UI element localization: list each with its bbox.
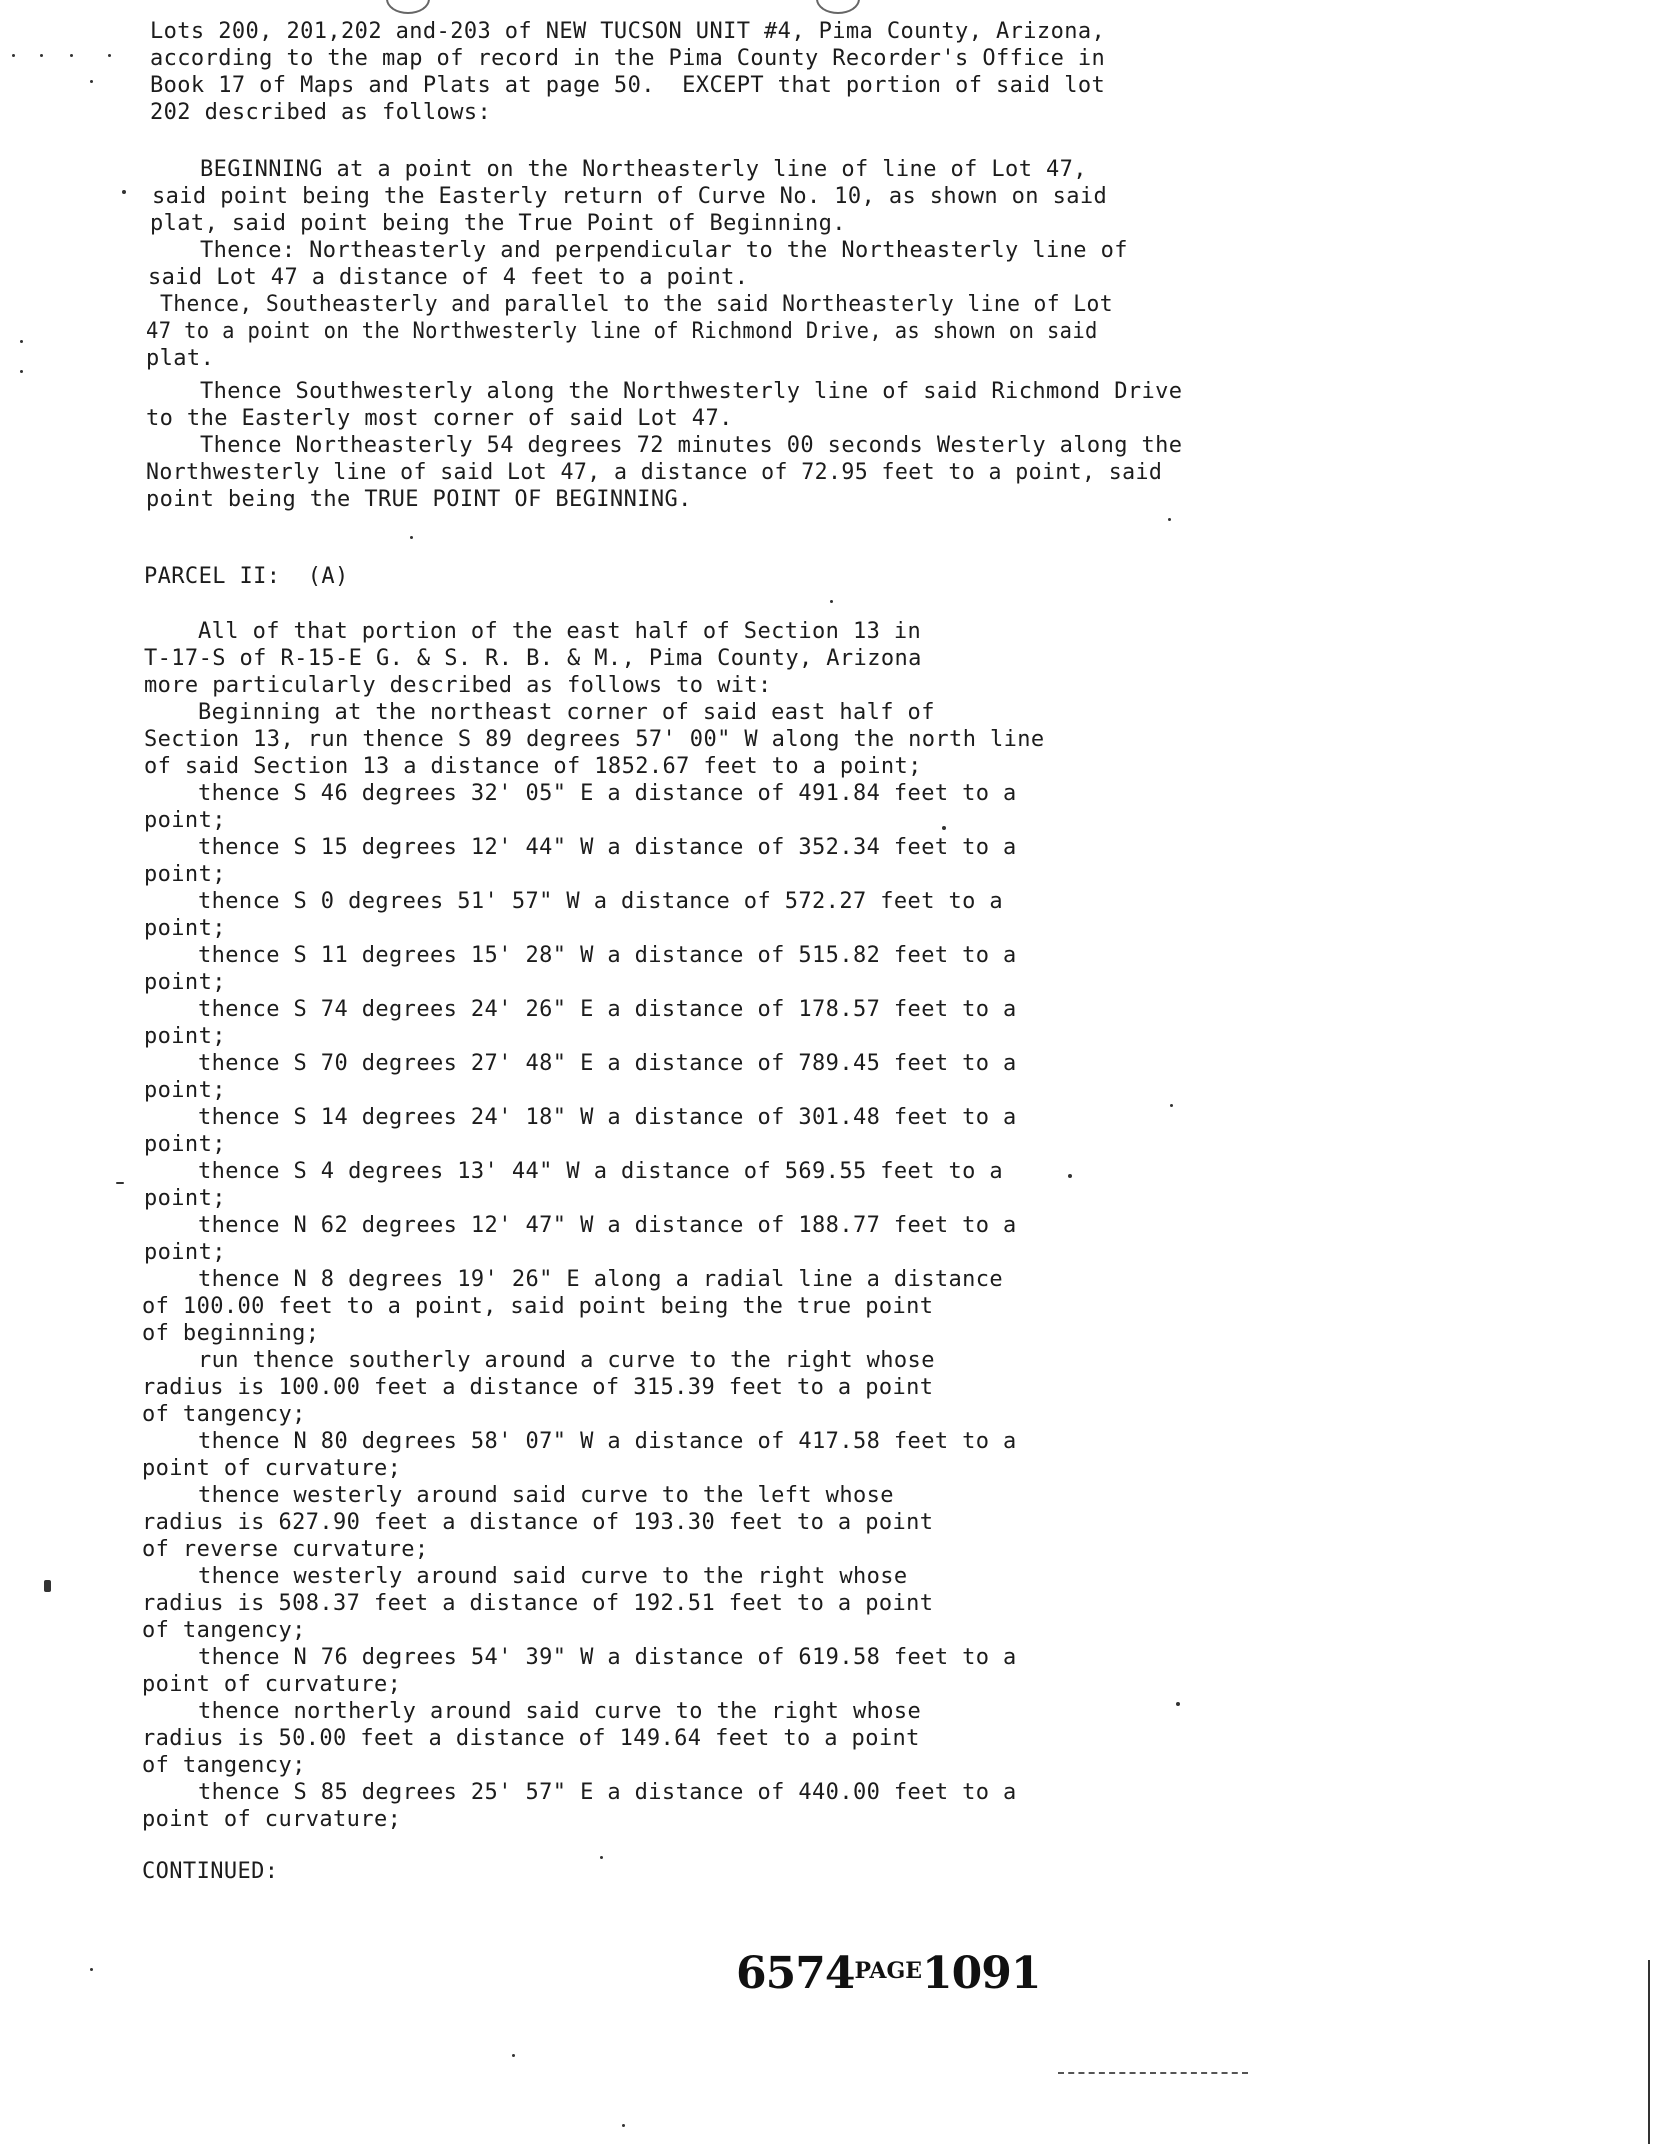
text-line: Thence Northeasterly 54 degrees 72 minutes 00 seconds Westerly along the xyxy=(200,433,1183,458)
page-mark: PAGE xyxy=(854,1958,923,1984)
text-line: point; xyxy=(144,808,226,833)
scan-speck xyxy=(1068,1174,1072,1178)
scan-speck xyxy=(20,340,23,343)
text-line: All of that portion of the east half of Section 13 in xyxy=(198,619,922,644)
scan-speck xyxy=(70,54,73,57)
scan-speck xyxy=(90,1968,93,1971)
page-number: 1091 xyxy=(922,1948,1041,1999)
scan-speck xyxy=(122,190,126,194)
text-line: of reverse curvature; xyxy=(142,1537,429,1562)
text-line: of tangency; xyxy=(142,1618,306,1643)
book-number: 6574 xyxy=(736,1948,855,1999)
text-line: point; xyxy=(144,1078,226,1103)
text-line: Book 17 of Maps and Plats at page 50. EXCEPT that portion of said lot xyxy=(150,73,1106,98)
scan-dash-line xyxy=(1058,2072,1248,2074)
text-line: thence N 8 degrees 19' 26" E along a radial line a distance xyxy=(198,1267,1004,1292)
book-page-stamp xyxy=(736,1948,1041,1999)
text-line: radius is 627.90 feet a distance of 193.30 feet to a point xyxy=(142,1510,934,1535)
text-line: point; xyxy=(144,1132,226,1157)
text-line: said point being the Easterly return of Curve No. 10, as shown on said xyxy=(152,184,1108,209)
text-line: Lots 200, 201,202 and-203 of NEW TUCSON UNIT #4, Pima County, Arizona, xyxy=(150,19,1106,44)
text-line: 202 described as follows: xyxy=(150,100,492,125)
text-line: plat, said point being the True Point of Beginning. xyxy=(150,211,846,236)
scan-speck xyxy=(116,1182,124,1184)
text-line: plat. xyxy=(146,346,215,371)
text-line: of beginning; xyxy=(142,1321,320,1346)
text-line: more particularly described as follows to wit: xyxy=(144,673,772,698)
text-line: CONTINUED: xyxy=(142,1859,279,1884)
text-line: thence S 4 degrees 13' 44" W a distance of 569.55 feet to a xyxy=(198,1159,1004,1184)
text-line: Northwesterly line of said Lot 47, a distance of 72.95 feet to a point, said xyxy=(146,460,1163,485)
text-line: point of curvature; xyxy=(142,1807,402,1832)
text-line: thence S 11 degrees 15' 28" W a distance of 515.82 feet to a xyxy=(198,943,1017,968)
text-line: said Lot 47 a distance of 4 feet to a point. xyxy=(148,265,749,290)
text-line: point; xyxy=(144,970,226,995)
scan-speck xyxy=(44,1580,51,1592)
text-line: thence S 46 degrees 32' 05" E a distance of 491.84 feet to a xyxy=(198,781,1017,806)
text-line: point of curvature; xyxy=(142,1672,402,1697)
text-line: thence S 15 degrees 12' 44" W a distance of 352.34 feet to a xyxy=(198,835,1017,860)
text-line: PARCEL II: (A) xyxy=(144,564,349,589)
scan-speck xyxy=(20,370,23,373)
scan-speck xyxy=(1176,1702,1180,1706)
text-line: thence westerly around said curve to the left whose xyxy=(198,1483,894,1508)
text-line: thence S 14 degrees 24' 18" W a distance of 301.48 feet to a xyxy=(198,1105,1017,1130)
text-line: radius is 50.00 feet a distance of 149.64 feet to a point xyxy=(142,1726,920,1751)
seal-mark-left xyxy=(386,0,430,14)
text-line: thence N 62 degrees 12' 47" W a distance of 188.77 feet to a xyxy=(198,1213,1017,1238)
text-line: thence S 0 degrees 51' 57" W a distance of 572.27 feet to a xyxy=(198,889,1004,914)
text-line: of 100.00 feet to a point, said point being the true point xyxy=(142,1294,934,1319)
text-line: thence N 76 degrees 54' 39" W a distance of 619.58 feet to a xyxy=(198,1645,1017,1670)
text-line: thence westerly around said curve to the right whose xyxy=(198,1564,908,1589)
page-edge-line xyxy=(1648,1960,1650,2144)
scan-speck xyxy=(1170,1104,1173,1107)
text-line: thence S 70 degrees 27' 48" E a distance of 789.45 feet to a xyxy=(198,1051,1017,1076)
text-line: of said Section 13 a distance of 1852.67 feet to a point; xyxy=(144,754,922,779)
text-line: point; xyxy=(144,916,226,941)
scan-speck xyxy=(40,54,43,57)
text-line: of tangency; xyxy=(142,1402,306,1427)
scan-speck xyxy=(622,2124,625,2127)
scan-speck xyxy=(410,536,413,539)
text-line: Thence, Southeasterly and parallel to the said Northeasterly line of Lot xyxy=(160,292,1113,317)
scan-speck xyxy=(108,54,111,57)
text-line: point of curvature; xyxy=(142,1456,402,1481)
text-line: T-17-S of R-15-E G. & S. R. B. & M., Pima County, Arizona xyxy=(144,646,922,671)
scan-speck xyxy=(1168,518,1171,521)
text-line: point being the TRUE POINT OF BEGINNING. xyxy=(146,487,692,512)
scan-speck xyxy=(600,1856,603,1859)
text-line: Thence Southwesterly along the Northwesterly line of said Richmond Drive xyxy=(200,379,1183,404)
text-line: run thence southerly around a curve to the right whose xyxy=(198,1348,935,1373)
scan-speck xyxy=(512,2054,515,2057)
text-line: radius is 508.37 feet a distance of 192.51 feet to a point xyxy=(142,1591,934,1616)
text-line: of tangency; xyxy=(142,1753,306,1778)
scan-speck xyxy=(830,600,833,603)
text-line: point; xyxy=(144,1024,226,1049)
text-line: point; xyxy=(144,862,226,887)
text-line: point; xyxy=(144,1240,226,1265)
text-line: Thence: Northeasterly and perpendicular to the Northeasterly line of xyxy=(200,238,1128,263)
text-line: thence S 85 degrees 25' 57" E a distance of 440.00 feet to a xyxy=(198,1780,1017,1805)
scan-speck xyxy=(942,826,946,830)
text-line: to the Easterly most corner of said Lot 47. xyxy=(146,406,733,431)
text-line: thence northerly around said curve to the right whose xyxy=(198,1699,922,1724)
text-line: Section 13, run thence S 89 degrees 57' 00" W along the north line xyxy=(144,727,1045,752)
text-line: thence N 80 degrees 58' 07" W a distance of 417.58 feet to a xyxy=(198,1429,1017,1454)
seal-mark-right xyxy=(816,0,860,14)
scan-speck xyxy=(90,80,93,83)
text-line: according to the map of record in the Pima County Recorder's Office in xyxy=(150,46,1106,71)
text-line: BEGINNING at a point on the Northeasterly line of line of Lot 47, xyxy=(200,157,1087,182)
text-line: 47 to a point on the Northwesterly line of Richmond Drive, as shown on said xyxy=(146,319,1098,344)
text-line: point; xyxy=(144,1186,226,1211)
scan-speck xyxy=(12,54,15,57)
text-line: thence S 74 degrees 24' 26" E a distance of 178.57 feet to a xyxy=(198,997,1017,1022)
text-line: Beginning at the northeast corner of said east half of xyxy=(198,700,935,725)
text-line: radius is 100.00 feet a distance of 315.39 feet to a point xyxy=(142,1375,934,1400)
